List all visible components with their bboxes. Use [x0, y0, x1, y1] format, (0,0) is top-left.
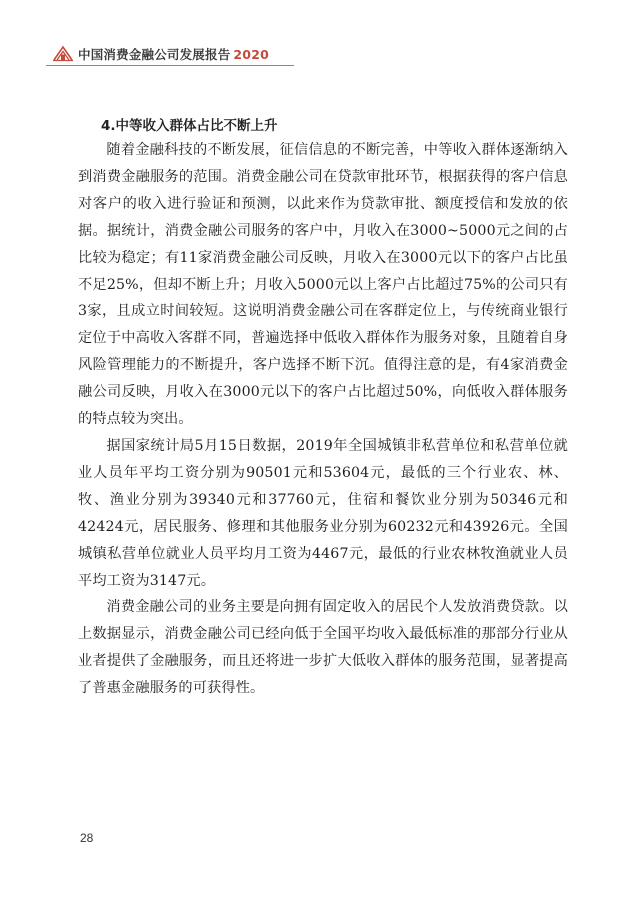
- page-number: 28: [80, 831, 94, 845]
- paragraph: 消费金融公司的业务主要是向拥有固定收入的居民个人发放消费贷款。以上数据显示，消费金融公司已经向低于全国平均收入最低标准的那部分行业从业者提供了金融服务，而且还将进一步扩大低收入群体的服务范围，显著提高了普惠金融服务的可获得性。: [78, 599, 568, 697]
- paragraph: 据国家统计局5月15日数据，2019年全国城镇非私营单位和私营单位就业人员年平均工资分别为90501元和53604元，最低的三个行业农、林、牧、渔业分别为39340元和37760元，住宿和餐饮业分别为50346元和42424元，居民服务、修理和其他服务业分别为60232元和43926元。全国城镇私营单位就业人员平均月工资为4467元，最低的行业农林牧渔就业人员平均工资为3147元。: [78, 437, 568, 589]
- paragraph: 随着金融科技的不断发展，征信信息的不断完善，中等收入群体逐渐纳入到消费金融服务的范围。消费金融公司在贷款审批环节，根据获得的客户信息对客户的收入进行验证和预测，以此来作为贷款审批、额度授信和发放的依据。据统计，消费金融公司服务的客户中，月收入在3000~5000元之间的占比较为稳定；有11家消费金融公司反映，月收入在3000元以下的客户占比虽不足25%，但却不断上升；月收入5000元以上客户占比超过75%的公司只有3家，且成立时间较短。这说明消费金融公司在客群定位上，与传统商业银行定位于中高收入客群不同，普遍选择中低收入群体作为服务对象，且随着自身风险管理能力的不断提升，客户选择不断下沉。值得注意的是，有4家消费金融公司反映，月收入在3000元以下的客户占比超过50%，向低收入群体服务的特点较为突出。: [78, 142, 568, 428]
- running-header: [52, 44, 302, 66]
- report-logo-icon: [52, 44, 74, 62]
- header-divider: [46, 65, 294, 66]
- body-text: [78, 137, 568, 702]
- header-title-text: 中国消费金融公司发展报告: [78, 47, 231, 62]
- header-year: 2020: [233, 47, 269, 62]
- header-title: [78, 45, 269, 63]
- section-heading: 4.中等收入群体占比不断上升: [101, 118, 278, 134]
